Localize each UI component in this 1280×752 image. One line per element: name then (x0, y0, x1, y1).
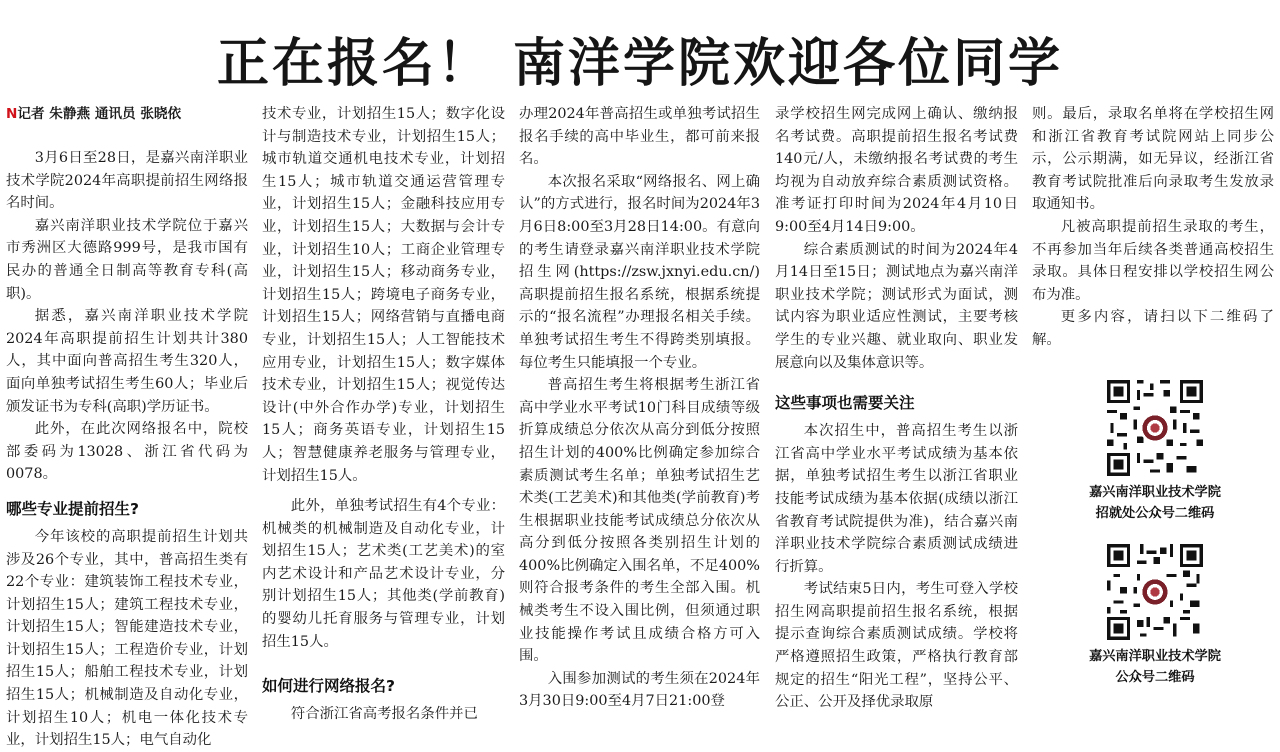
paragraph: 办理2024年普高招生或单独考试招生报名手续的高中毕业生，都可前来报名。 (519, 106, 760, 168)
byline (6, 103, 248, 125)
article-column-5 (1032, 103, 1274, 365)
qr-block-official-account (1040, 544, 1270, 688)
paragraph: 考试结束5日内，考生可登入学校招生网高职提前招生报名系统，根据提示查询综合素质测试成绩。学校将严格遵照招生政策，严格执行教育部规定的招生“阳光工程”，坚持公平、公正、公开及择优录取原 (775, 581, 1018, 711)
paragraph: 则。最后，录取名单将在学校招生网和浙江省教育考试院网站上同步公示，公示期满，如无异议，经浙江省教育考试院批准后向录取考生发放录取通知书。 (1032, 106, 1274, 213)
byline-text: 记者 朱静燕 通讯员 张晓依 (17, 106, 182, 122)
section-heading-registration: 如何进行网络报名? (262, 677, 395, 696)
paragraph: 凡被高职提前招生录取的考生，不再参加当年后续各类普通高校招生录取。具体日程安排以学校招生网公布为准。 (1032, 218, 1274, 303)
paragraph: 录学校招生网完成网上确认、缴纳报名考试费。高职提前招生报名考试费140元/人，未缴纳报名考试费的考生均视为自动放弃综合素质测试资格。准考证打印时间为2024年4月10日9:00至4月14日9:00。 (775, 106, 1018, 235)
paragraph: 入围参加测试的考生须在2024年3月30日9:00至4月7日21:00登 (519, 670, 760, 710)
qr-caption-line-2: 公众号二维码 (1115, 670, 1195, 685)
paragraph: 技术专业，计划招生15人；数字化设计与制造技术专业，计划招生15人；城市轨道交通机电技术专业，计划招生15人；城市轨道交通运营管理专业，计划招生15人；金融科技应用专业，计划招生15人；大数据与会计专业，计划招生10人；工商企业管理专业，计划招生15人；移动商务专业，计划招生15人；跨境电子商务专业，计划招生15人；网络营销与直播电商专业，计划招生15人；人工智能技术应用专业，计划招生15人；数字媒体技术专业，计划招生15人；视觉传达设计(中外合作办学)专业，计划招生15人；商务英语专业，计划招生15人；智慧健康养老服务与管理专业，计划招生15人。 (262, 106, 505, 484)
article-column-4 (775, 103, 1018, 711)
qr-caption (1040, 646, 1270, 688)
paragraph: 嘉兴南洋职业技术学院位于嘉兴市秀洲区大德路999号，是我市国有民办的普通全日制高等教育专科(高职)。 (6, 217, 248, 302)
paragraph: 今年该校的高职提前招生计划共涉及26个专业，其中，普高招生类有22个专业：建筑装饰工程技术专业，计划招生15人；建筑工程技术专业，计划招生15人；智能建造技术专业，计划招生15人；工程造价专业，计划招生15人；船舶工程技术专业，计划招生15人；机械制造及自动化专业，计划招生10人；机电一体化技术专业，计划招生15人；电气自动化 (6, 528, 248, 749)
paragraph: 据悉，嘉兴南洋职业技术学院2024年高职提前招生计划共计380人，其中面向普高招生考生320人，面向单独考试招生考生60人；毕业后颁发证书为专科(高职)学历证书。 (6, 308, 248, 415)
paragraph: 本次招生中，普高招生考生以浙江省高中学业水平考试成绩为基本依据，单独考试招生考生以浙江省职业技能考试成绩为基本依据(成绩以浙江省教育考试院提供为准)，结合嘉兴南洋职业技术学院综合素质测试成绩进行折算。 (775, 423, 1018, 575)
section-heading-majors: 哪些专业提前招生? (6, 499, 139, 518)
qr-block-recruitment-office (1040, 380, 1270, 524)
paragraph: 更多内容，请扫以下二维码了解。 (1032, 309, 1274, 348)
qr-code-icon[interactable] (1107, 544, 1203, 640)
qr-caption-line-2: 招就处公众号二维码 (1095, 506, 1215, 521)
paragraph: 本次报名采取“网络报名、网上确认”的方式进行，报名时间为2024年3月6日8:00至3月28日14:00。有意向的考生请登录嘉兴南洋职业技术学院招生网(https://zsw.jxnyi.edu.cn/)高职提前招生报名系统，根据系统提示的“报名流程”办理报名相关手续。单独考试招生考生不得跨类别填报。每位考生只能填报一个专业。 (519, 173, 760, 371)
headline: 正在报名！ 南洋学院欢迎各位同学 (216, 34, 1064, 94)
qr-caption-line-1: 嘉兴南洋职业技术学院 (1089, 485, 1221, 500)
article-column-3 (519, 103, 760, 710)
qr-code-icon[interactable] (1107, 380, 1203, 476)
section-heading-notes: 这些事项也需要关注 (775, 394, 915, 413)
paragraph: 普高招生考生将根据考生浙江省高中学业水平考试10门科目成绩等级折算成绩总分依次从高分到低分按照招生计划的400%比例确定参加综合素质测试考生名单；单独考试招生艺术类(工艺美术)和其他类(学前教育)考生根据职业技能考试成绩总分依次从高分到低分按照各类别招生计划的400%比例确定入围名单，不足400%则符合报考条件的考生全部入围。机械类考生不设入围比例，但须通过职业技能操作考试且成绩合格方可入围。 (519, 377, 760, 665)
paragraph: 此外，在此次网络报名中，院校部委码为13028、浙江省代码为0078。 (6, 421, 248, 483)
article-column-2 (262, 103, 505, 723)
article-column-1 (6, 103, 248, 749)
paragraph: 3月6日至28日，是嘉兴南洋职业技术学院2024年高职提前招生网络报名时间。 (6, 150, 248, 212)
newspaper-n-mark: N (6, 106, 18, 122)
qr-caption (1040, 482, 1270, 524)
paragraph: 综合素质测试的时间为2024年4月14日至15日；测试地点为嘉兴南洋职业技术学院；测试形式为面试，测试内容为职业适应性测试，主要考核学生的专业兴趣、就业取向、职业发展意向以及集体意识等。 (775, 241, 1018, 371)
paragraph: 符合浙江省高考报名条件并已 (290, 706, 478, 723)
qr-caption-line-1: 嘉兴南洋职业技术学院 (1089, 649, 1221, 664)
paragraph: 此外，单独考试招生有4个专业：机械类的机械制造及自动化专业，计划招生15人；艺术类(工艺美术)的室内艺术设计和产品艺术设计专业，分别计划招生15人；其他类(学前教育)的婴幼儿托育服务与管理专业，计划招生15人。 (262, 498, 505, 650)
